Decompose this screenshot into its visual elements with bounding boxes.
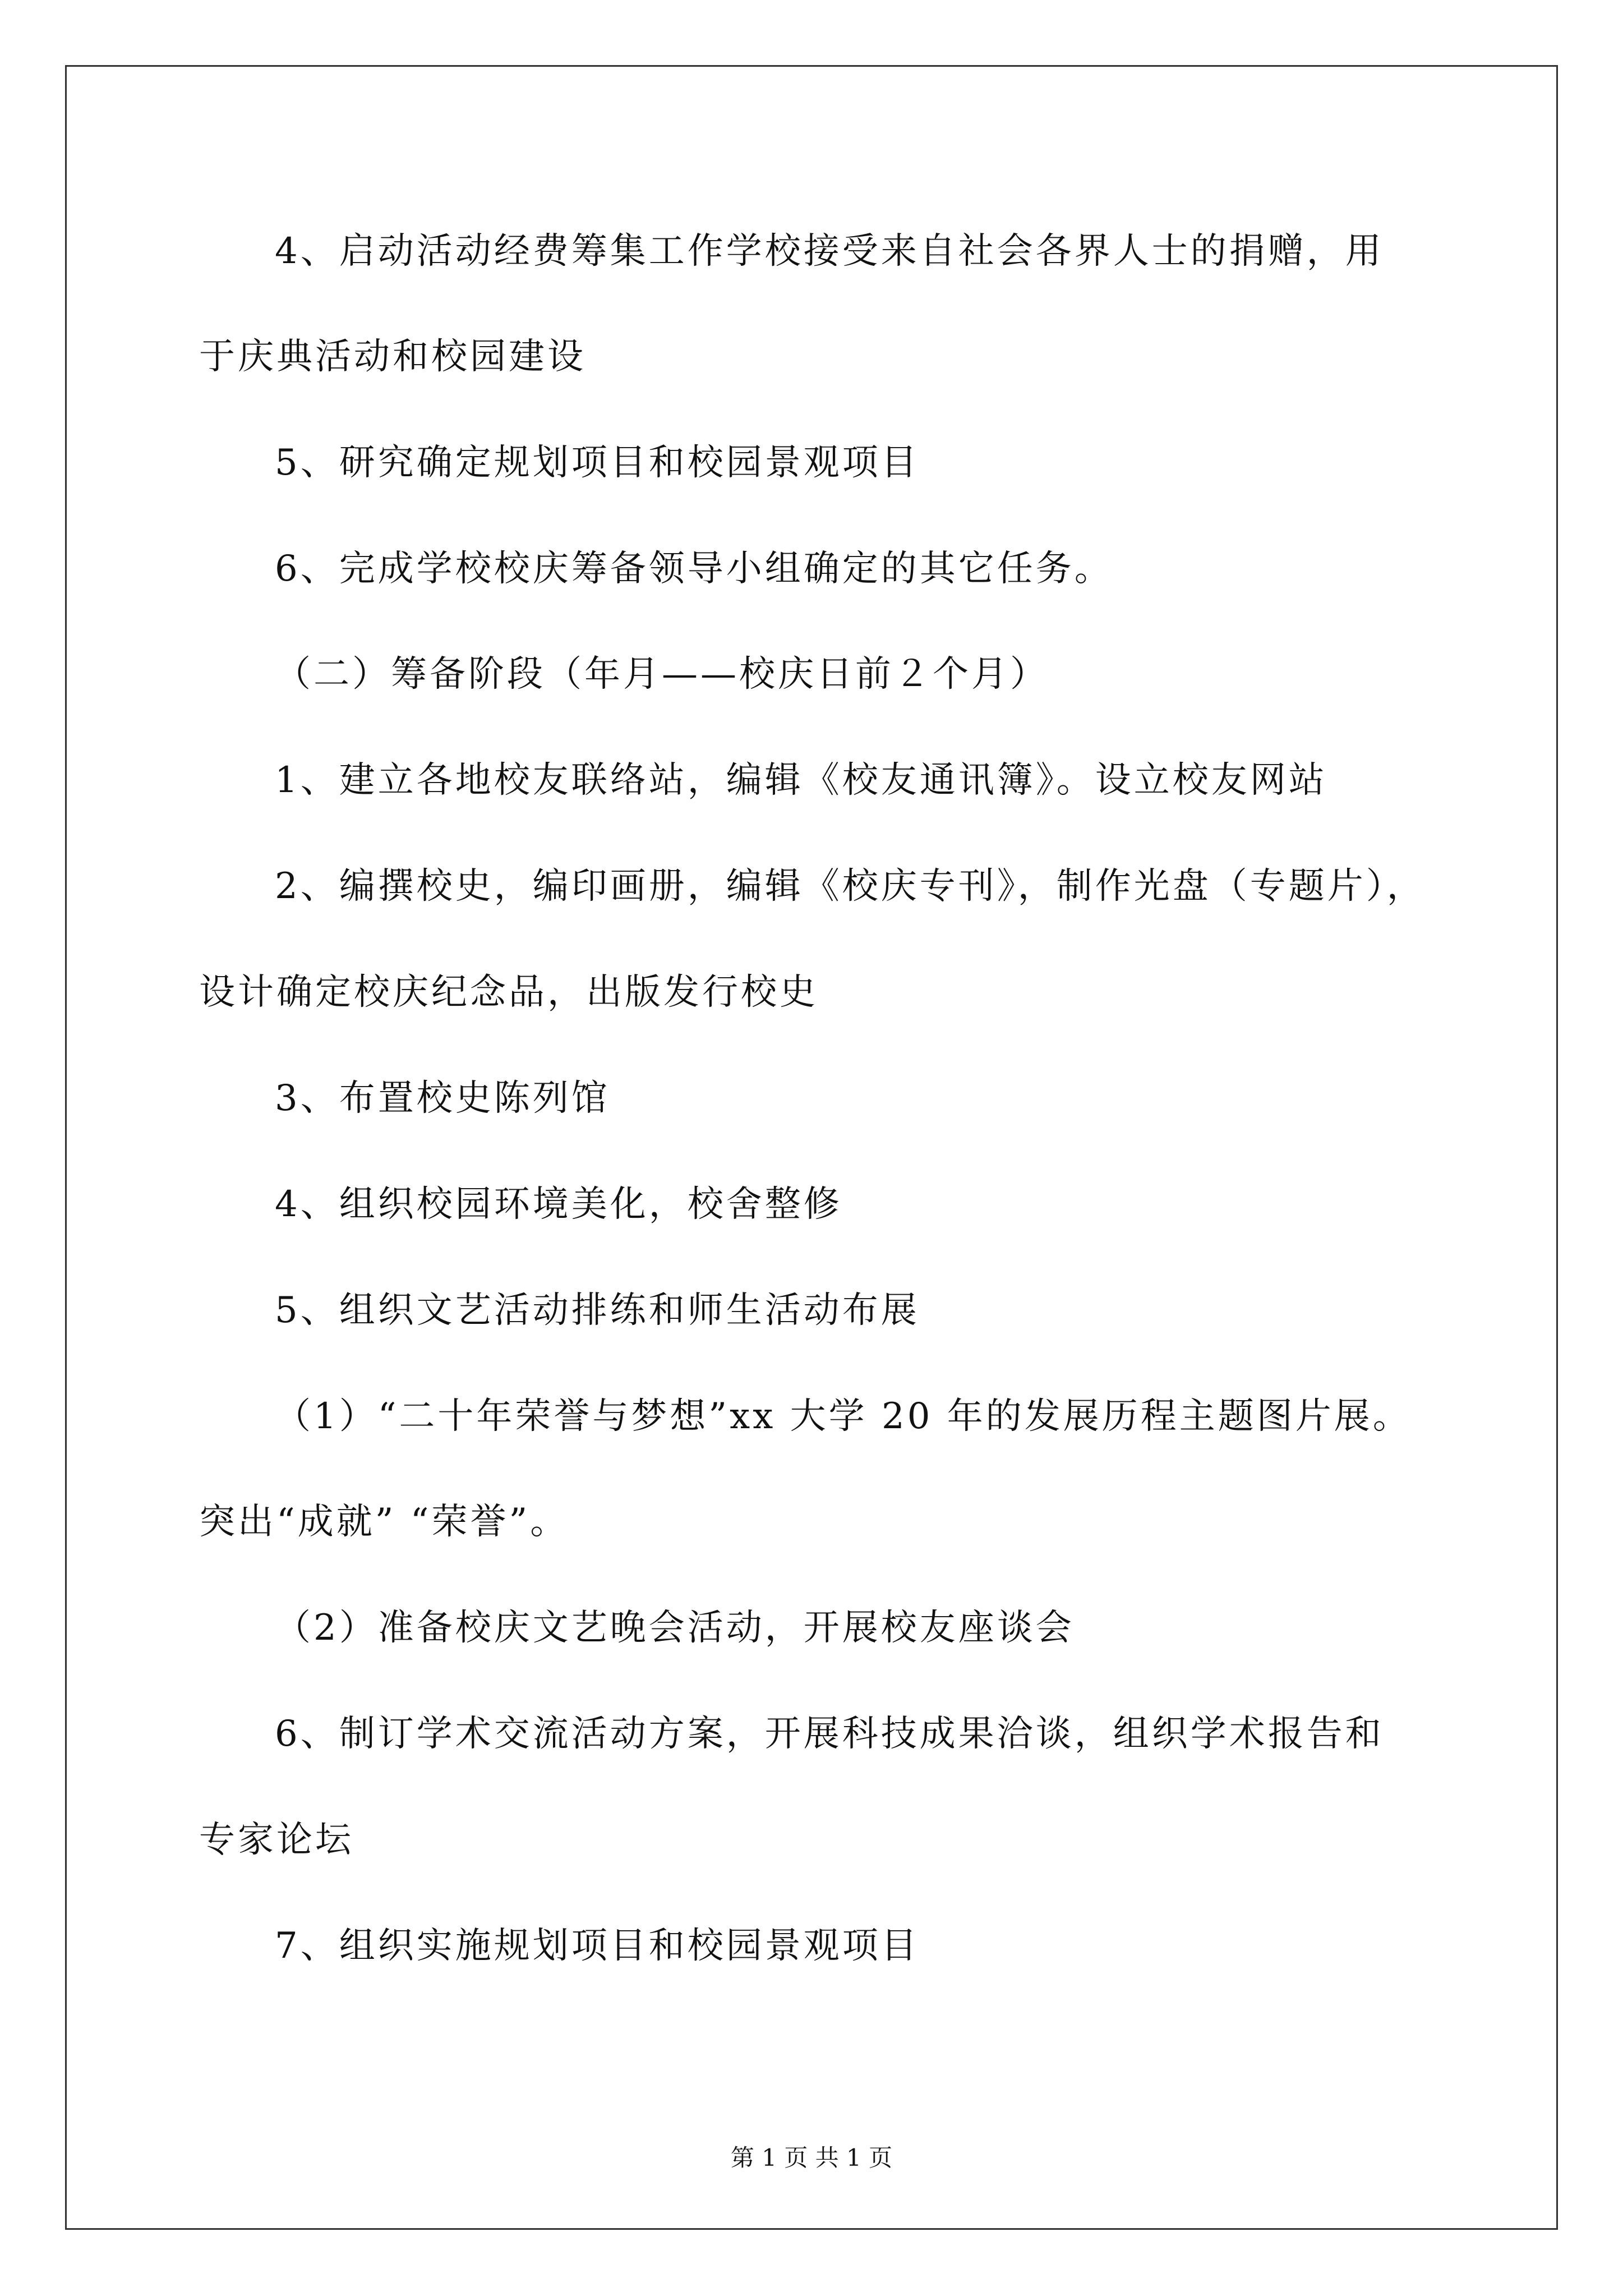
paragraph-line: 4、组织校园环境美化，校舍整修 (275, 1184, 842, 1225)
paragraph-line: 2、编撰校史，编印画册，编辑《校庆专刊》，制作光盘（专题片）， (275, 866, 1426, 907)
paragraph-line: 于庆典活动和校园建设 (199, 336, 586, 378)
section-heading: （二）筹备阶段（年月——校庆日前２个月） (275, 654, 1049, 695)
paragraph-line: 5、组织文艺活动排练和师生活动布展 (275, 1290, 920, 1331)
paragraph-line: 6、制订学术交流活动方案，开展科技成果洽谈，组织学术报告和 (275, 1713, 1384, 1755)
paragraph-line: 6、完成学校校庆筹备领导小组确定的其它任务。 (275, 548, 1113, 590)
paragraph-line: 1、建立各地校友联络站，编辑《校友通讯簿》。设立校友网站 (275, 760, 1327, 801)
paragraph-line: 7、组织实施规划项目和校园景观项目 (275, 1925, 920, 1967)
paragraph-line: 3、布置校史陈列馆 (275, 1078, 610, 1119)
paragraph-line: （2）准备校庆文艺晚会活动，开展校友座谈会 (275, 1607, 1075, 1649)
paragraph-line: 专家论坛 (199, 1819, 354, 1861)
paragraph-line: 5、研究确定规划项目和校园景观项目 (275, 442, 920, 484)
page-border (65, 65, 1558, 2230)
page-footer: 第 1 页 共 1 页 (730, 2144, 893, 2171)
paragraph-line: 突出“成就” “荣誉”。 (199, 1501, 569, 1543)
paragraph-line: （1）“二十年荣誉与梦想”xx 大学 20 年的发展历程主题图片展。 (275, 1396, 1412, 1437)
paragraph-line: 4、启动活动经费筹集工作学校接受来自社会各界人士的捐赠，用 (275, 231, 1384, 272)
paragraph-line: 设计确定校庆纪念品，出版发行校史 (199, 972, 818, 1013)
